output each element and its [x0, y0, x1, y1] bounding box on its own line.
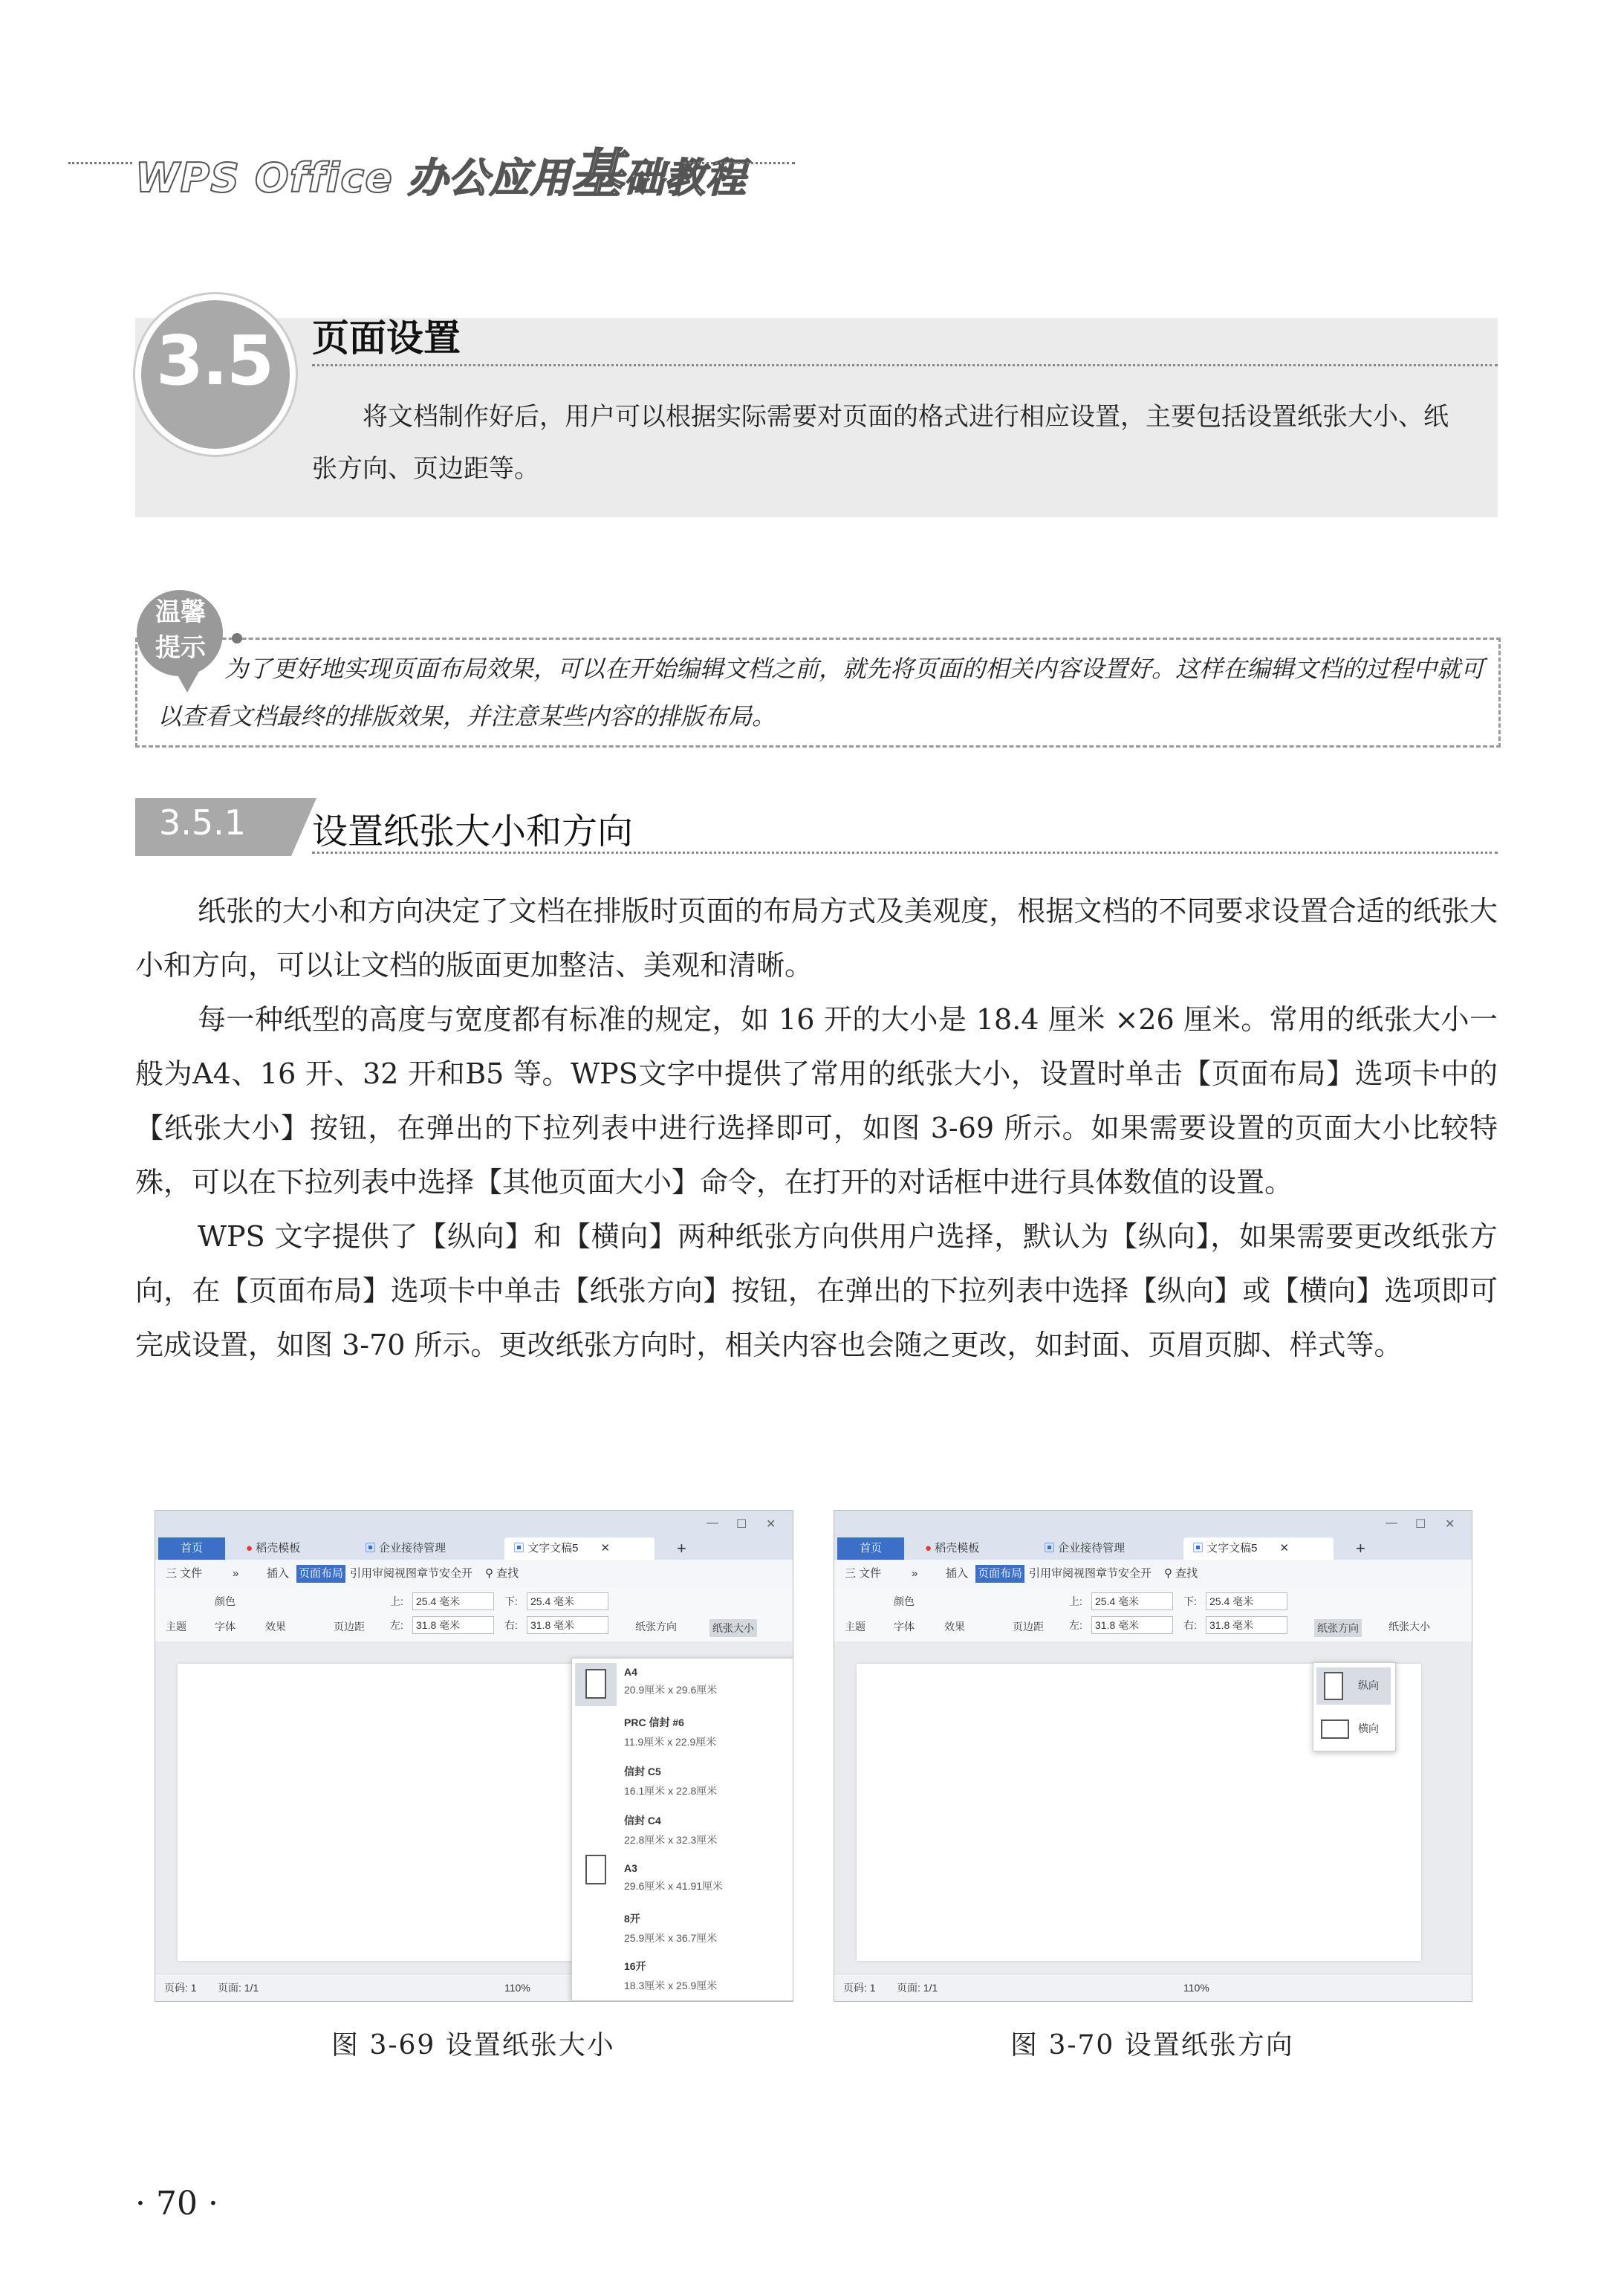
- menu-references[interactable]: 引用审阅视图章节安全开: [1029, 1567, 1152, 1580]
- color-button[interactable]: 颜色: [215, 1595, 236, 1607]
- paper-size-name: PRC 信封 #6: [624, 1717, 684, 1728]
- color-button[interactable]: 颜色: [894, 1595, 915, 1607]
- paper-size-dims: 20.9厘米 x 29.6厘米: [624, 1684, 718, 1696]
- theme-button[interactable]: 主题: [166, 1621, 186, 1633]
- paper-size-item-8k[interactable]: [624, 1911, 717, 1945]
- tab-template[interactable]: [237, 1537, 357, 1560]
- paragraph-1: 纸张的大小和方向决定了文档在排版时页面的布局方式及美观度，根据文档的不同要求设置合适的纸张大小和方向，可以让文档的版面更加整洁、美观和清晰。: [135, 895, 1498, 982]
- close-tab-icon[interactable]: ✕: [1279, 1542, 1290, 1555]
- close-tab-icon[interactable]: ✕: [600, 1542, 611, 1555]
- tip-label-line2: 提示: [155, 633, 206, 663]
- tab-template[interactable]: [916, 1537, 1036, 1560]
- menu-page-layout[interactable]: 页面布局: [296, 1565, 345, 1583]
- menu-file[interactable]: 三 文件: [845, 1567, 882, 1580]
- section-title: 页面设置: [312, 317, 461, 360]
- close-window-icon[interactable]: ✕: [766, 1518, 776, 1531]
- screenshot-orientation: [834, 1510, 1472, 2002]
- left-label: 左:: [390, 1619, 403, 1631]
- portrait-page-icon-a3: [585, 1855, 606, 1884]
- paper-size-item-a3[interactable]: [624, 1862, 723, 1893]
- paper-size-dims: 25.9厘米 x 36.7厘米: [624, 1932, 718, 1944]
- menu-find[interactable]: [1164, 1560, 1198, 1588]
- paper-size-dropdown: [571, 1658, 793, 2001]
- menu-row: [155, 1560, 793, 1589]
- menu-file[interactable]: 三 文件: [166, 1567, 203, 1580]
- menu-page-layout[interactable]: 页面布局: [975, 1565, 1024, 1583]
- paper-size-dims: 22.8厘米 x 32.3厘米: [624, 1834, 718, 1846]
- paper-size-dims: 16.1厘米 x 22.8厘米: [624, 1785, 718, 1797]
- doc-icon: ▣: [513, 1542, 528, 1555]
- top-margin-field[interactable]: 25.4 毫米: [1091, 1592, 1173, 1610]
- top-margin-field[interactable]: 25.4 毫米: [412, 1592, 494, 1610]
- font-button[interactable]: 字体: [894, 1621, 915, 1633]
- left-label: 左:: [1069, 1619, 1082, 1631]
- subsection-underline: [312, 852, 1498, 854]
- close-window-icon[interactable]: ✕: [1445, 1518, 1455, 1531]
- tab-doc-label: 文字文稿5: [1206, 1542, 1258, 1555]
- figure-caption-70: 图 3-70 设置纸张方向: [1010, 2030, 1294, 2061]
- theme-button[interactable]: 主题: [845, 1621, 865, 1633]
- menu-more[interactable]: »: [912, 1567, 918, 1580]
- paper-size-dims: 29.6厘米 x 41.91厘米: [624, 1880, 724, 1892]
- minimize-icon[interactable]: —: [1386, 1517, 1397, 1529]
- menu-row: [834, 1560, 1472, 1589]
- top-label: 上:: [1069, 1595, 1082, 1607]
- font-button[interactable]: 字体: [215, 1621, 236, 1633]
- ribbon: [155, 1588, 793, 1642]
- tab-doc-label: 文字文稿5: [527, 1542, 579, 1555]
- status-page: 页码: 1: [164, 1982, 197, 1994]
- right-label: 右:: [504, 1619, 518, 1631]
- margin-button[interactable]: 页边距: [1013, 1621, 1044, 1633]
- menu-references[interactable]: 引用审阅视图章节安全开: [350, 1567, 473, 1580]
- menu-find-label: 查找: [1175, 1567, 1198, 1580]
- menu-find[interactable]: [485, 1560, 519, 1588]
- effect-button[interactable]: 效果: [265, 1621, 286, 1633]
- template-icon: ●: [925, 1542, 935, 1555]
- tab-enterprise[interactable]: [356, 1537, 506, 1560]
- header-title-post: 础教程: [623, 155, 747, 201]
- new-tab-icon[interactable]: +: [1356, 1539, 1365, 1557]
- orientation-button[interactable]: 纸张方向: [1314, 1619, 1362, 1637]
- paper-size-dims: 11.9厘米 x 22.9厘米: [624, 1736, 717, 1748]
- paper-size-item-16k[interactable]: [624, 1959, 717, 1993]
- paper-size-item-c4[interactable]: [624, 1813, 717, 1847]
- paper-size-name: A3: [624, 1862, 637, 1874]
- body-text: [135, 884, 1498, 1372]
- minimize-icon[interactable]: —: [707, 1517, 718, 1529]
- figure-caption-69: 图 3-69 设置纸张大小: [331, 2030, 615, 2061]
- header-title-pre: WPS Office 办公应用: [135, 155, 571, 201]
- paper-size-item-prc6[interactable]: [624, 1715, 716, 1749]
- status-pages: 页面: 1/1: [897, 1982, 938, 1994]
- paper-size-name: 信封 C5: [624, 1766, 661, 1777]
- size-button[interactable]: 纸张大小: [1388, 1621, 1430, 1633]
- tab-doc[interactable]: [1183, 1537, 1334, 1560]
- header-dotted-line-right: [683, 162, 795, 164]
- tab-home[interactable]: 首页: [837, 1537, 904, 1560]
- bottom-margin-field[interactable]: 25.4 毫米: [1206, 1592, 1287, 1610]
- search-icon: ⚲: [1164, 1567, 1176, 1580]
- section-intro: [312, 391, 1471, 495]
- bottom-margin-field[interactable]: 25.4 毫米: [527, 1592, 608, 1610]
- doc-icon: ▣: [1044, 1542, 1059, 1555]
- paper-size-name: 8开: [624, 1913, 640, 1925]
- menu-insert[interactable]: 插入: [946, 1567, 969, 1580]
- right-margin-field[interactable]: 31.8 毫米: [1206, 1616, 1287, 1634]
- paper-size-dims: 18.3厘米 x 25.9厘米: [624, 1980, 718, 1991]
- tab-template-label: 稻壳模板: [935, 1542, 980, 1555]
- tip-dot: [232, 633, 242, 644]
- orientation-button[interactable]: 纸张方向: [635, 1621, 677, 1633]
- margin-button[interactable]: 页边距: [334, 1621, 365, 1633]
- tab-template-label: 稻壳模板: [256, 1542, 301, 1555]
- paper-size-name: 信封 C4: [624, 1815, 661, 1826]
- doc-icon: ▣: [365, 1542, 380, 1555]
- header-dotted-line-left: [68, 162, 132, 164]
- landscape-page-icon: [1321, 1719, 1349, 1739]
- status-zoom[interactable]: 110%: [504, 1982, 530, 1994]
- tab-bar: [155, 1511, 793, 1560]
- left-margin-field[interactable]: 31.8 毫米: [412, 1616, 494, 1634]
- section-number: 3.5: [156, 321, 273, 401]
- tab-enterprise-label: 企业接待管理: [1058, 1542, 1126, 1555]
- ribbon: [834, 1588, 1472, 1642]
- doc-icon: ▣: [1192, 1542, 1207, 1555]
- menu-more[interactable]: »: [233, 1567, 239, 1580]
- left-margin-field[interactable]: 31.8 毫米: [1091, 1616, 1173, 1634]
- paper-size-item-c5[interactable]: [624, 1764, 717, 1798]
- status-bar: [834, 1974, 1472, 2001]
- header-title-big: 基: [571, 143, 624, 204]
- page-number: · 70 ·: [135, 2185, 218, 2223]
- menu-insert[interactable]: 插入: [267, 1567, 290, 1580]
- tip-label-line1: 温馨: [155, 597, 206, 627]
- orientation-dropdown: [1313, 1662, 1396, 1751]
- effect-button[interactable]: 效果: [944, 1621, 965, 1633]
- paper-size-name: 16开: [624, 1960, 646, 1972]
- subsection-title: 设置纸张大小和方向: [312, 811, 634, 852]
- tab-bar: [834, 1511, 1472, 1560]
- orientation-landscape-option[interactable]: 横向: [1358, 1722, 1379, 1734]
- screenshot-paper-size: [155, 1510, 793, 2002]
- portrait-page-icon: [1324, 1672, 1343, 1700]
- subsection-number: 3.5.1: [159, 803, 247, 843]
- paper-size-item-a4[interactable]: [624, 1666, 717, 1697]
- tab-doc[interactable]: [504, 1537, 655, 1560]
- status-pages: 页面: 1/1: [218, 1982, 259, 1994]
- status-page: 页码: 1: [843, 1982, 876, 1994]
- paper-size-name: A4: [624, 1666, 637, 1678]
- search-icon: ⚲: [485, 1567, 497, 1580]
- top-label: 上:: [390, 1595, 403, 1607]
- paragraph-3: WPS 文字提供了【纵向】和【横向】两种纸张方向供用户选择，默认为【纵向】，如果需要更改纸张方向，在【页面布局】选项卡中单击【纸张方向】按钮，在弹出的下拉列表中选择【纵向】或【横向】选项即可完成设置，如图 3-70 所示。更改纸张方向时，相关内容也会随之更改，如封面、页眉页脚、样式等。: [135, 1220, 1498, 1361]
- right-label: 右:: [1183, 1619, 1197, 1631]
- bottom-label: 下:: [1183, 1595, 1197, 1607]
- running-header-title: [135, 132, 747, 207]
- section-title-underline: [312, 364, 1498, 366]
- maximize-icon[interactable]: ☐: [736, 1518, 747, 1531]
- maximize-icon[interactable]: ☐: [1415, 1518, 1426, 1531]
- right-margin-field[interactable]: 31.8 毫米: [527, 1616, 608, 1634]
- tab-enterprise-label: 企业接待管理: [379, 1542, 446, 1555]
- size-button[interactable]: 纸张大小: [709, 1619, 757, 1637]
- template-icon: ●: [246, 1542, 256, 1555]
- portrait-page-icon: [585, 1669, 606, 1699]
- orientation-portrait-option[interactable]: 纵向: [1358, 1679, 1379, 1691]
- new-tab-icon[interactable]: +: [677, 1539, 686, 1557]
- tip-text: 为了更好地实现页面布局效果，可以在开始编辑文档之前，就先将页面的相关内容设置好。这样在编辑文档的过程中就可以查看文档最终的排版效果，并注意某些内容的排版布局。: [157, 655, 1485, 730]
- status-zoom[interactable]: 110%: [1183, 1982, 1209, 1994]
- menu-find-label: 查找: [496, 1567, 519, 1580]
- tab-home[interactable]: 首页: [158, 1537, 225, 1560]
- bottom-label: 下:: [504, 1595, 518, 1607]
- paragraph-2: 每一种纸型的高度与宽度都有标准的规定，如 16 开的大小是 18.4 厘米 ×26 厘米。常用的纸张大小一般为A4、16 开、32 开和B5 等。WPS文字中提供了常用的纸张大小，设置时单击【页面布局】选项卡中的【纸张大小】按钮，在弹出的下拉列表中进行选择即可，如图 3-69 所示。如果需要设置的页面大小比较特殊，可以在下拉列表中选择【其他页面大小】命令，在打开的对话框中进行具体数值的设置。: [135, 1003, 1498, 1199]
- tab-enterprise[interactable]: [1035, 1537, 1185, 1560]
- section-intro-text: 将文档制作好后，用户可以根据实际需要对页面的格式进行相应设置，主要包括设置纸张大小、纸张方向、页边距等。: [312, 402, 1449, 484]
